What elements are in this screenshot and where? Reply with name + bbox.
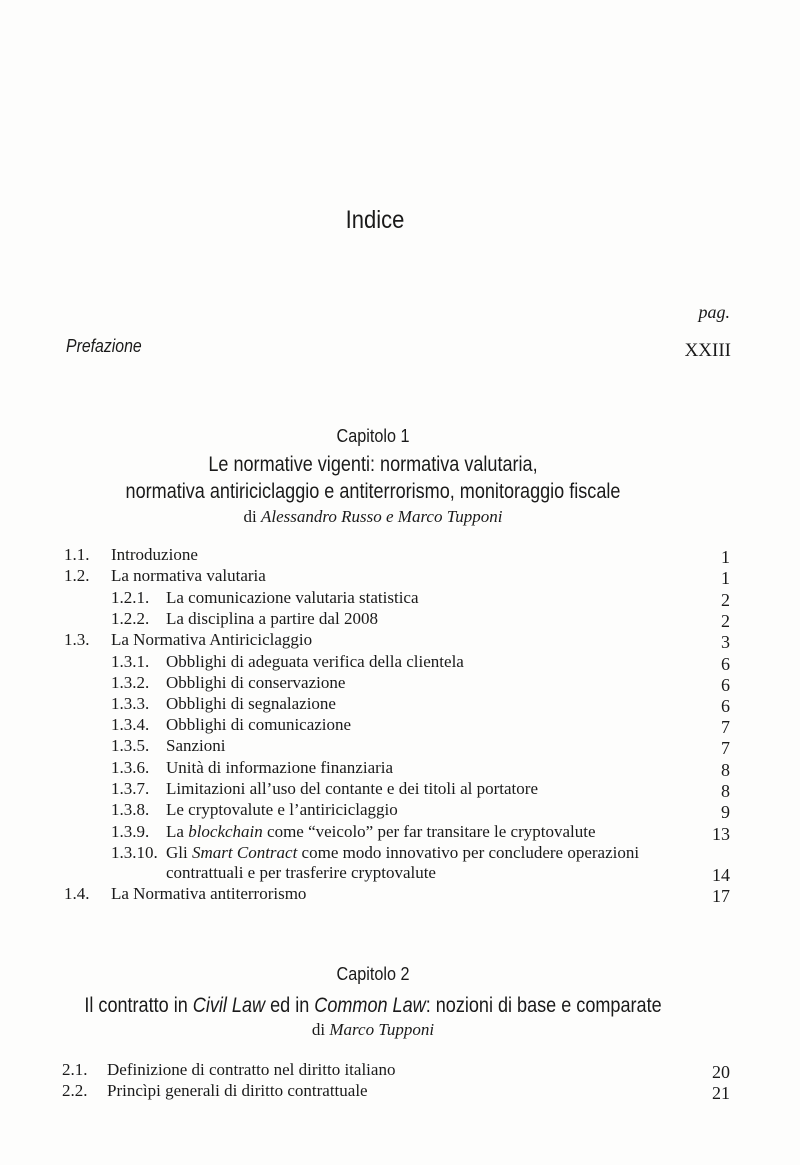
toc-entry-page: 3 (721, 632, 730, 652)
chapter1-number: Capitolo 1 (336, 426, 410, 446)
toc-entry-1-4[interactable] (0, 884, 800, 905)
toc-entry-page: 8 (721, 781, 730, 801)
chapter2-title-italic1: Civil Law (192, 994, 266, 1017)
toc-entry-page: 14 (712, 865, 730, 885)
chapter2-title-italic2: Common Law (314, 994, 426, 1017)
toc-entry-page: 1 (721, 568, 730, 588)
toc-entry-title: La Normativa antiterrorismo (111, 884, 307, 903)
toc-entry-1-1[interactable] (0, 545, 800, 566)
toc-entry-2-1[interactable] (0, 1060, 800, 1081)
toc-entry-page: 13 (712, 824, 730, 844)
toc-entry-page: 2 (721, 590, 730, 610)
toc-entry-title (166, 822, 596, 842)
toc-entry-1-3-6[interactable] (0, 758, 800, 779)
toc-entry-1-3-7[interactable] (0, 779, 800, 800)
toc-entry-1-2-1[interactable] (0, 588, 800, 609)
toc-entry-title: La normativa valutaria (111, 566, 266, 585)
toc-entry-number: 1.3.4. (111, 715, 150, 734)
toc-entry-page: 6 (721, 654, 730, 674)
chapter2-author-prefix: di (311, 1020, 326, 1039)
toc-entry-1-2[interactable] (0, 566, 800, 587)
toc-entry-page: 7 (721, 738, 730, 758)
toc-entry-number: 1.3.6. (111, 758, 150, 777)
toc-entry-1-3-5[interactable] (0, 736, 800, 757)
page-column-label: pag. (698, 302, 730, 322)
chapter2-number: Capitolo 2 (336, 964, 410, 984)
toc-entry-number: 1.2. (64, 566, 90, 585)
toc-entry-number: 1.3.8. (111, 800, 150, 819)
toc-entry-page: 1 (721, 547, 730, 567)
toc-entry-page: 6 (721, 675, 730, 695)
toc-entry-title-italic: blockchain (188, 822, 263, 841)
toc-entry-1-3-10-continued[interactable] (0, 863, 800, 884)
chapter2-title-part3: : nozioni di base e comparate (425, 994, 662, 1017)
toc-entry-number: 1.3.5. (111, 736, 150, 755)
toc-entry-title: Obblighi di adeguata verifica della clientela (166, 652, 464, 671)
toc-entry-number: 1.3.7. (111, 779, 150, 798)
toc-entry-1-3-4[interactable] (0, 715, 800, 736)
toc-entry-page: 9 (721, 802, 730, 822)
toc-entry-title: Le cryptovalute e l’antiriciclaggio (166, 800, 398, 819)
toc-entry-number: 2.2. (62, 1081, 88, 1100)
toc-entry-number: 1.3.3. (111, 694, 150, 713)
toc-entry-number: 1.1. (64, 545, 90, 564)
toc-entry-page: 21 (712, 1083, 730, 1103)
toc-entry-1-3-2[interactable] (0, 673, 800, 694)
toc-entry-page: 6 (721, 696, 730, 716)
toc-entry-number: 1.2.2. (111, 609, 150, 628)
chapter1-author-prefix: di (243, 507, 257, 526)
chapter1-authors: Alessandro Russo e Marco Tupponi (261, 507, 503, 526)
toc-entry-number: 2.1. (62, 1060, 88, 1079)
toc-entry-title: Obblighi di segnalazione (166, 694, 336, 713)
chapter1-title-line1: Le normative vigenti: normativa valutaria, (208, 453, 538, 476)
toc-entry-page: 20 (712, 1062, 730, 1082)
toc-entry-number: 1.3.9. (111, 822, 150, 841)
toc-entry-title-prefix: Gli (166, 843, 188, 862)
toc-entry-title: Introduzione (111, 545, 198, 564)
toc-entry-title-suffix: come modo innovativo per concludere operazioni (301, 843, 640, 862)
toc-entry-title-prefix: La (166, 822, 184, 841)
toc-entry-page: 2 (721, 611, 730, 631)
chapter2-author (0, 1020, 746, 1040)
prefazione-label[interactable]: Prefazione (66, 336, 142, 356)
toc-entry-page: 8 (721, 760, 730, 780)
toc-entry-page: 17 (712, 886, 730, 906)
chapter2-title-part2: ed in (270, 994, 310, 1017)
toc-entry-page: 7 (721, 717, 730, 737)
chapter2-authors: Marco Tupponi (329, 1020, 435, 1039)
toc-entry-title-suffix: come “veicolo” per far transitare le cryptovalute (267, 822, 596, 841)
toc-entry-title: Princìpi generali di diritto contrattuale (107, 1081, 368, 1100)
toc-entry-1-3[interactable] (0, 630, 800, 651)
toc-entry-1-3-10[interactable] (0, 843, 800, 864)
toc-entry-title: La Normativa Antiriciclaggio (111, 630, 313, 649)
toc-entry-title: Definizione di contratto nel diritto italiano (107, 1060, 396, 1079)
toc-entry-title: Obblighi di conservazione (166, 673, 346, 692)
toc-entry-1-3-1[interactable] (0, 652, 800, 673)
toc-entry-1-3-3[interactable] (0, 694, 800, 715)
toc-entry-number: 1.3.2. (111, 673, 150, 692)
page-title: Indice (345, 206, 405, 234)
chapter2-title-part1: Il contratto in (84, 994, 188, 1017)
toc-entry-number: 1.2.1. (111, 588, 150, 607)
toc-entry-title-line2: contrattuali e per trasferire cryptovalute (166, 863, 436, 882)
toc-entry-title-italic: Smart Contract (191, 843, 298, 862)
toc-entry-title: Obblighi di comunicazione (166, 715, 352, 734)
chapter1-title-line2: normativa antiriciclaggio e antiterrorismo, monitoraggio fiscale (125, 480, 621, 503)
toc-entry-number: 1.3. (64, 630, 90, 649)
toc-entry-number: 1.3.1. (111, 652, 150, 671)
toc-entry-number: 1.4. (64, 884, 90, 903)
toc-entry-title (166, 843, 639, 863)
toc-entry-1-2-2[interactable] (0, 609, 800, 630)
toc-entry-title: Unità di informazione finanziaria (166, 758, 394, 777)
chapter1-author (0, 507, 746, 527)
toc-entry-2-2[interactable] (0, 1081, 800, 1102)
toc-entry-number: 1.3.10. (111, 843, 158, 862)
prefazione-page: XXIII (684, 340, 731, 361)
toc-entry-title: La comunicazione valutaria statistica (166, 588, 419, 607)
chapter2-title (52, 992, 694, 1019)
toc-entry-title: Sanzioni (166, 736, 226, 755)
toc-entry-title: Limitazioni all’uso del contante e dei titoli al portatore (166, 779, 538, 798)
toc-entry-1-3-9[interactable] (0, 822, 800, 843)
toc-entry-1-3-8[interactable] (0, 800, 800, 821)
toc-entry-title: La disciplina a partire dal 2008 (166, 609, 378, 628)
